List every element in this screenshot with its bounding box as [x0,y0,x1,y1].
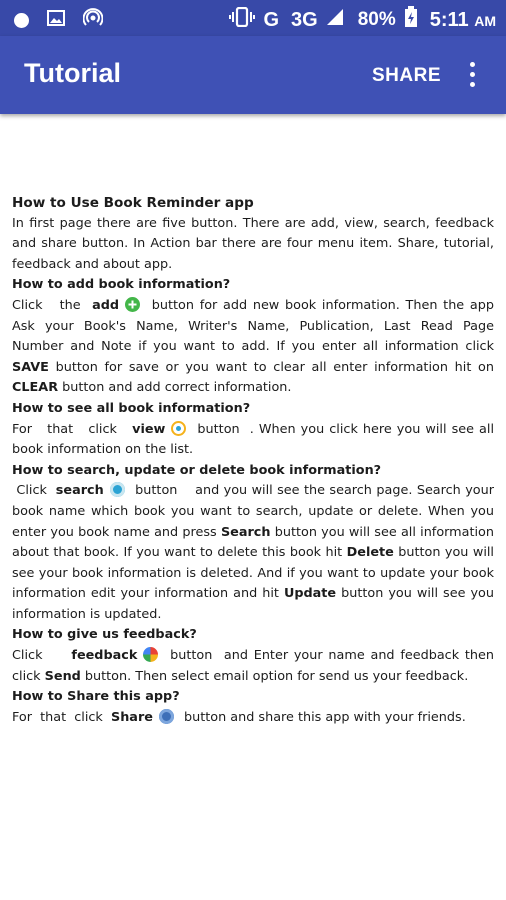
feedback-icon [143,647,158,662]
vibrate-icon [229,7,255,33]
search-heading: How to search, update or delete book information? [12,462,382,478]
view-paragraph [12,420,499,461]
add-word: add [92,297,120,313]
status-bar [0,0,506,36]
app-bar [0,36,506,114]
doc-title: How to Use Book Reminder app [12,195,254,211]
view-heading: How to see all book information? [12,400,251,416]
add-text-3: button for save or you want to clear all enter information hit on [48,359,494,375]
network-type-g: G [263,8,279,31]
hotspot-icon [83,8,103,33]
more-vert-icon[interactable] [462,60,482,90]
share-button[interactable]: SHARE [372,65,442,86]
tutorial-content [12,193,499,728]
signal-icon [326,8,344,32]
status-bar-left [14,8,103,33]
feedback-heading: How to give us feedback? [12,627,197,643]
search-text-4: button you will see your book information is deleted. And if you want to update your book information edit your information and hit [12,545,494,602]
add-text-4: button and add correct information. [58,380,292,396]
search-delete-word: Delete [346,545,394,561]
add-clear-word: CLEAR [12,380,59,396]
share-text-2: button and share this app with your friends. [179,709,466,725]
share-icon [159,709,174,724]
feedback-word: feedback [71,648,138,664]
view-word: view [132,421,166,437]
search-icon [110,482,125,497]
circle-icon [14,13,29,28]
image-icon [47,10,65,31]
feedback-send-word: Send [44,668,81,684]
share-paragraph [12,708,494,729]
share-text-1: For that click [12,709,111,725]
search-button-word: Search [220,524,271,540]
search-paragraph [12,481,499,625]
search-update-word: Update [283,586,337,602]
clock-ampm: AM [474,12,496,29]
feedback-text-3: button. Then select email option for send us your feedback. [80,668,469,684]
status-bar-right [229,6,496,34]
add-save-word: SAVE [12,359,49,375]
add-text-2: button for add new book information. Then the app Ask your Book's Name, Writer's Name, Publication, Last Read Page Number and Note if you want to add. If you enter all information click [12,297,494,355]
feedback-paragraph [12,646,499,687]
search-text-1: Click [12,483,56,499]
search-text-5: button you will see you information is updated. [12,586,494,622]
search-word: search [55,483,104,499]
add-paragraph [12,296,494,399]
clock [430,9,496,32]
feedback-text-1: Click [12,648,72,664]
view-text-1: For that click [12,421,133,437]
share-heading: How to Share this app? [12,689,180,705]
share-word: Share [110,709,153,725]
battery-percent: 80% [357,9,396,30]
intro-paragraph: In first page there are five button. There are add, view, search, feedback and share button. In Action bar there are four menu item. Share, tutorial, feedback and about app. [12,215,494,272]
feedback-text-2: button and Enter your name and feedback then click [12,648,499,684]
add-icon [125,297,140,312]
add-text-1: Click the [12,297,93,313]
view-icon [171,421,186,436]
add-heading: How to add book information? [12,277,231,293]
clock-time: 5:11 [429,8,469,31]
search-text-3: button you will see all information about that book. If you want to delete this book hit [12,524,494,561]
battery-icon [404,6,418,34]
view-text-2: button . When you click here you will see all book information on the list. [12,421,499,458]
search-text-2: button and you will see the search page. Search your book name which book you want to search, update or delete. When you enter you book name and press [12,483,499,540]
page-title: Tutorial [24,58,121,88]
network-type-3g: 3G [291,8,318,31]
